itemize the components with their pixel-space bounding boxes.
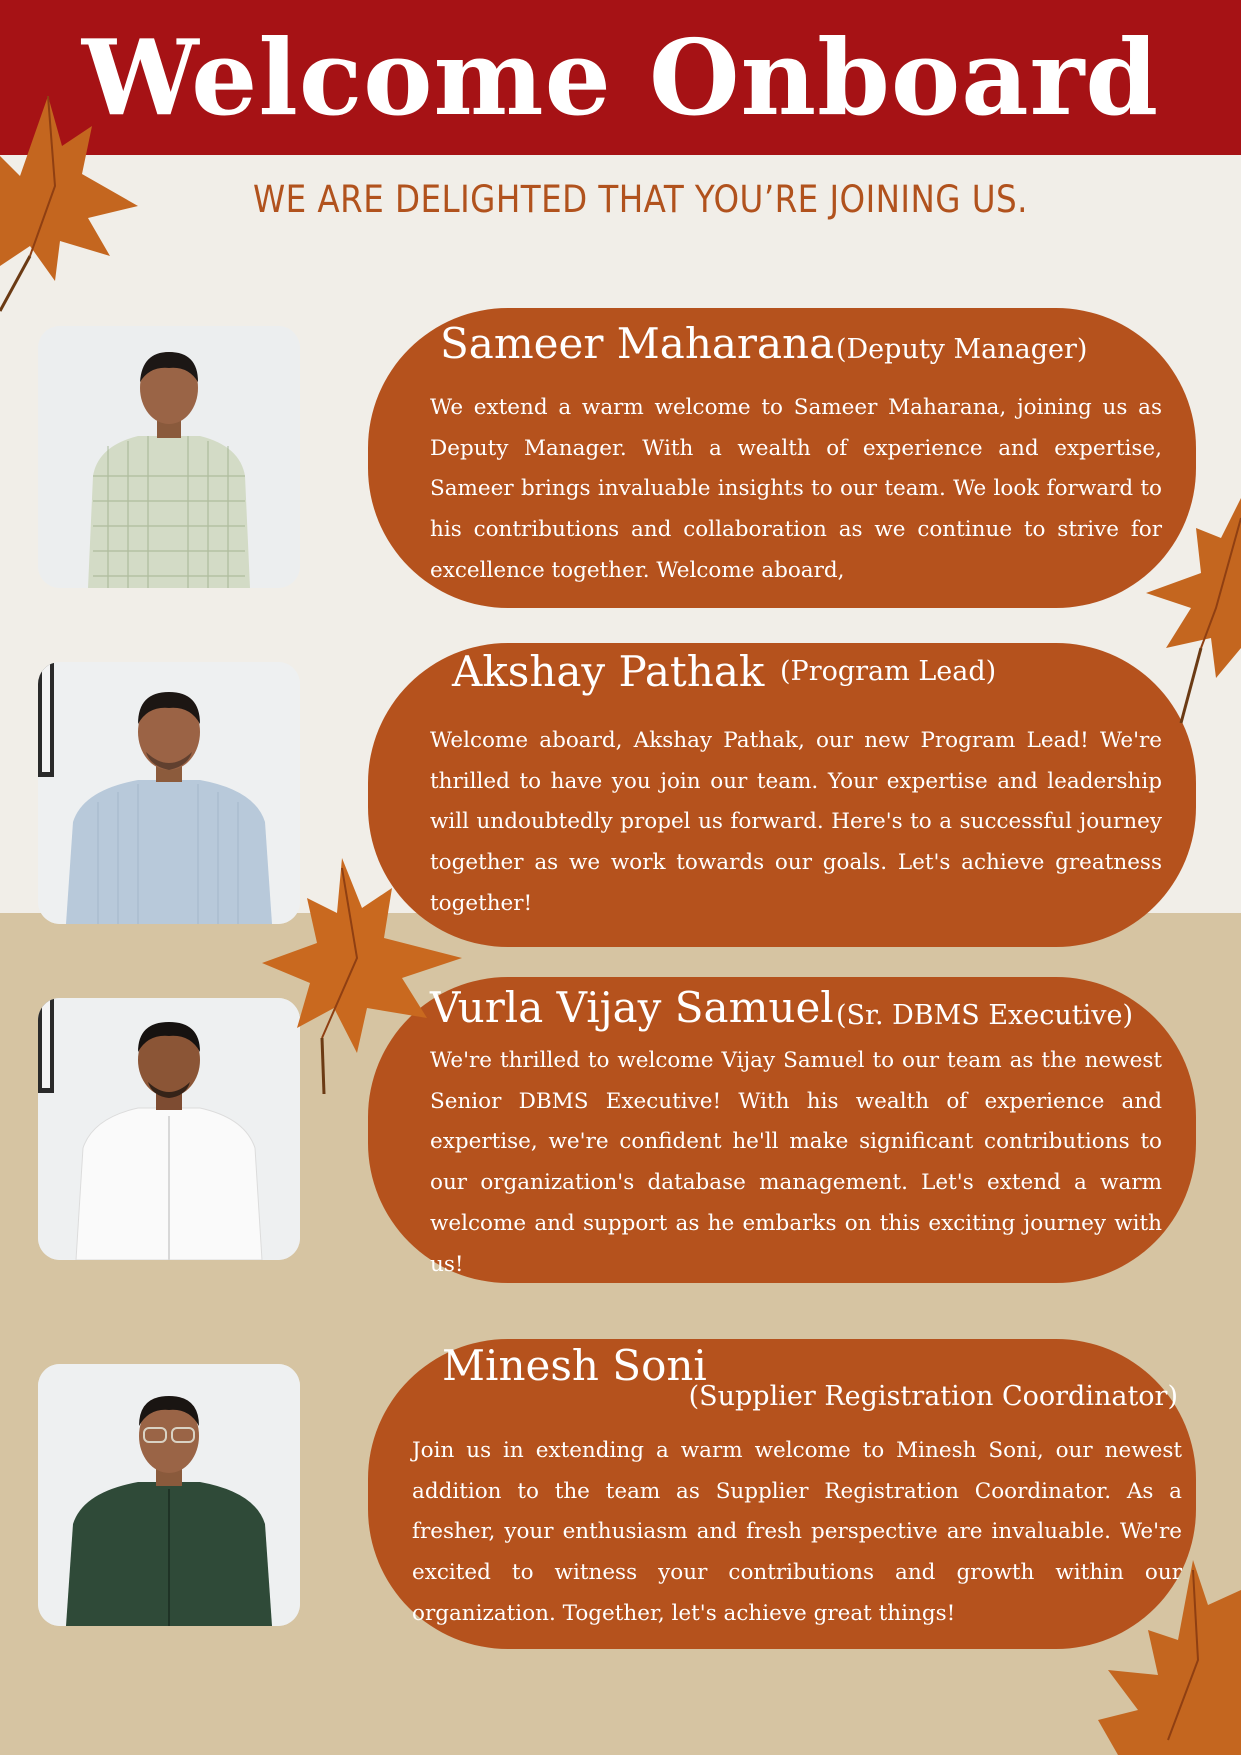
member-role: (Supplier Registration Coordinator) — [688, 1381, 1178, 1412]
member-name: Akshay Pathak — [452, 647, 765, 696]
member-message: Join us in extending a warm welcome to Minesh Soni, our newest addition to the team as Supplier Registration Coordinator. As a fresher, your enthusiasm and fresh perspective are invaluable. We're excited to witness your contributions and growth within our organization. Together, let's achieve great things! — [412, 1438, 1182, 1626]
member-photo-akshay — [38, 662, 300, 924]
page-title: Welcome Onboard — [81, 15, 1160, 139]
member-name: Sameer Maharana — [440, 319, 835, 368]
member-message: We're thrilled to welcome Vijay Samuel to our team as the newest Senior DBMS Executive! With his wealth of experience and expertise, we're confident he'll make significant contributions to our organization's database management. Let's extend a warm welcome and support as he embarks on this exciting journey with us! — [430, 1048, 1162, 1277]
maple-leaf-icon — [0, 96, 140, 316]
member-card-sameer — [368, 308, 1196, 608]
member-photo-minesh — [38, 1364, 300, 1626]
member-name: Vurla Vijay Samuel — [430, 983, 834, 1032]
header-banner — [0, 0, 1241, 155]
member-role: (Sr. DBMS Executive) — [836, 1000, 1134, 1031]
member-message: We extend a warm welcome to Sameer Maharana, joining us as Deputy Manager. With a wealth of experience and expertise, Sameer brings invaluable insights to our team. We look forward to his contributions and collaboration as we continue to strive for excellence together. Welcome aboard, — [430, 395, 1162, 583]
member-photo-sameer — [38, 326, 300, 588]
member-card-minesh — [368, 1339, 1196, 1649]
member-role: (Program Lead) — [780, 656, 997, 687]
member-photo-vijay — [38, 998, 300, 1260]
maple-leaf-icon — [1121, 498, 1241, 728]
maple-leaf-icon — [1078, 1560, 1241, 1755]
maple-leaf-icon — [262, 858, 472, 1098]
member-card-vijay — [368, 977, 1196, 1283]
member-role: (Deputy Manager) — [836, 334, 1088, 365]
member-card-akshay — [368, 643, 1196, 947]
member-message: Welcome aboard, Akshay Pathak, our new Program Lead! We're thrilled to have you join our team. Your expertise and leadership will undoubtedly propel us forward. Here's to a successful journey together as we work towards our goals. Let's achieve greatness together! — [430, 728, 1162, 916]
member-name: Minesh Soni — [442, 1341, 707, 1390]
subtitle: WE ARE DELIGHTED THAT YOU’RE JOINING US. — [252, 178, 1028, 221]
